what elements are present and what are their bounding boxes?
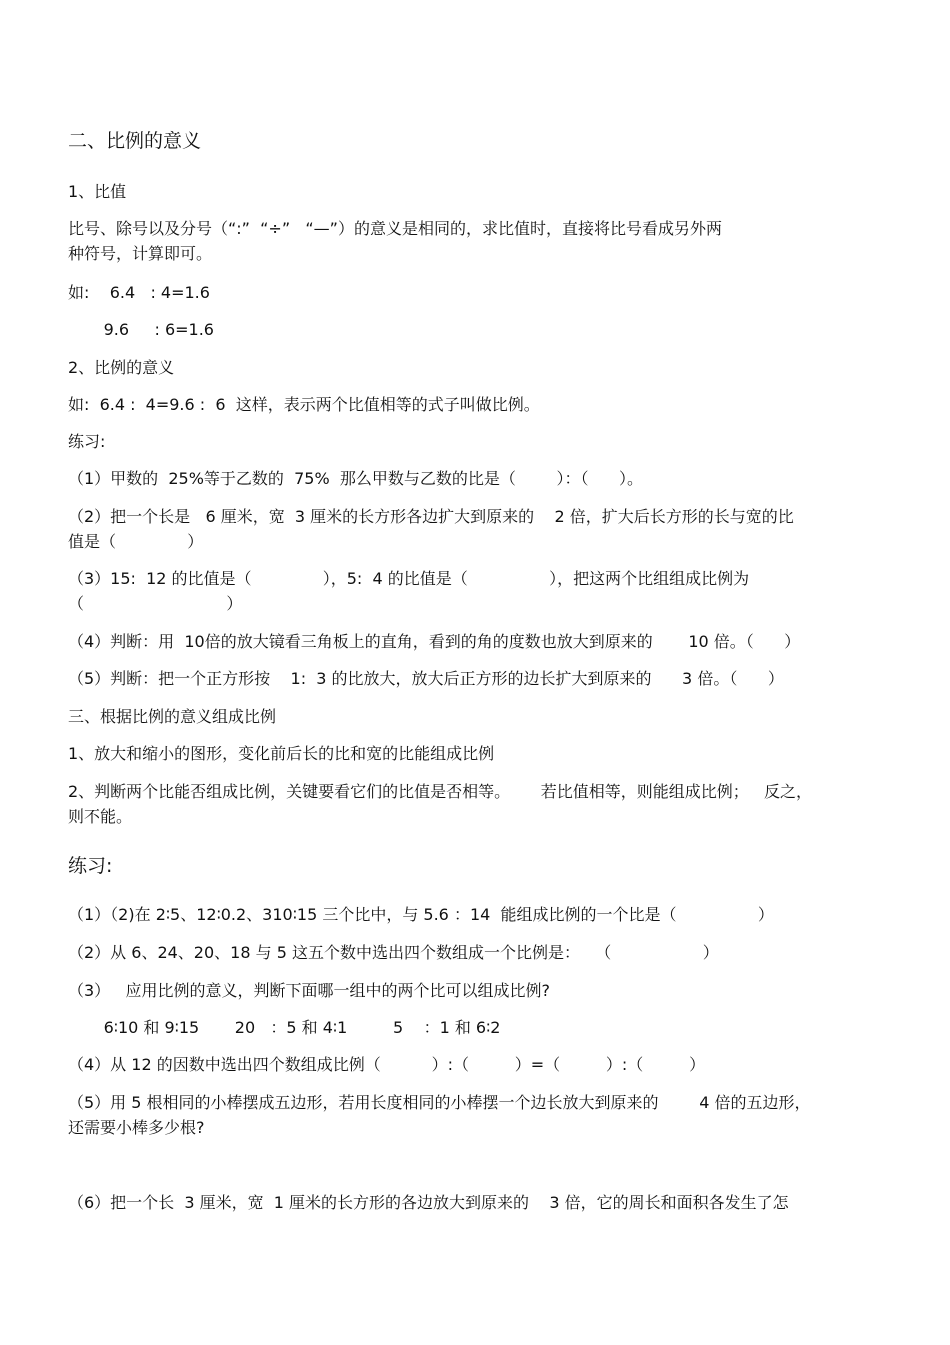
paragraph-line: 2、判断两个比能否组成比例，关键要看它们的比值是否相等。 若比值相等，则能组成比例； 反之， — [68, 782, 812, 801]
question-item: （6）把一个长 3 厘米，宽 1 厘米的长方形的各边放大到原来的 3 倍，它的周长和面积各发生了怎 — [68, 1193, 789, 1212]
question-item: （2）从 6、24、20、18 与 5 这五个数中选出四个数组成一个比例是： （ ） — [68, 943, 719, 962]
section-2-title: 二、比例的意义 — [68, 130, 202, 152]
practice-label: 练习: — [68, 432, 106, 451]
question-item: （4）从 12 的因数中选出四个数组成比例（ ）:（ ）=（ ）:（ ） — [68, 1055, 706, 1074]
paragraph-line: 如: 6.4 : 4=9.6 : 6 这样，表示两个比值相等的式子叫做比例。 — [68, 395, 540, 414]
question-options: 6∶10 和 9∶15 20 ：5 和 4∶1 5 ：1 和 6∶2 — [68, 1018, 501, 1037]
paragraph-line: 1、放大和缩小的图形，变化前后长的比和宽的比能组成比例 — [68, 744, 495, 763]
question-item: （1）（2)在 2∶5、12∶0.2、310∶15 三个比中，与 5.6 ：14 能组成比例的一个比是（ ） — [68, 905, 774, 924]
paragraph-line: 种符号，计算即可。 — [68, 244, 213, 263]
question-item: （3）15: 12 的比值是（ ），5: 4 的比值是（ ），把这两个比组组成比例为 — [68, 569, 750, 588]
question-item: （ ） — [68, 594, 243, 613]
question-item: （5）用 5 根相同的小棒摆成五边形，若用长度相同的小棒摆一个边长放大到原来的 4 倍的五边形， — [68, 1093, 811, 1112]
question-item: 值是（ ） — [68, 532, 204, 551]
subheading-ratio-value: 1、比值 — [68, 182, 127, 201]
subheading-proportion-meaning: 2、比例的意义 — [68, 358, 175, 377]
paragraph-line: 比号、除号以及分号（“:” “÷” “—”）的意义是相同的，求比值时，直接将比号看成另外两 — [68, 219, 722, 238]
practice-label: 练习: — [68, 855, 113, 877]
example-line: 如: 6.4 : 4=1.6 — [68, 283, 210, 302]
question-item: （2）把一个长是 6 厘米，宽 3 厘米的长方形各边扩大到原来的 2 倍，扩大后长方形的长与宽的比 — [68, 507, 794, 526]
section-3-title: 三、根据比例的意义组成比例 — [68, 707, 277, 726]
question-item: 还需要小棒多少根? — [68, 1118, 205, 1137]
question-item: （1）甲数的 25%等于乙数的 75% 那么甲数与乙数的比是（ ）：（ ）。 — [68, 469, 644, 488]
question-item: （3） 应用比例的意义，判断下面哪一组中的两个比可以组成比例? — [68, 981, 550, 1000]
example-line: 9.6 : 6=1.6 — [68, 320, 214, 339]
question-item: （5）判断：把一个正方形按 1: 3 的比放大，放大后正方形的边长扩大到原来的 3 倍。（ ） — [68, 669, 784, 688]
paragraph-line: 则不能。 — [68, 807, 133, 826]
question-item: （4）判断：用 10倍的放大镜看三角板上的直角，看到的角的度数也放大到原来的 10 倍。（ ） — [68, 632, 801, 651]
